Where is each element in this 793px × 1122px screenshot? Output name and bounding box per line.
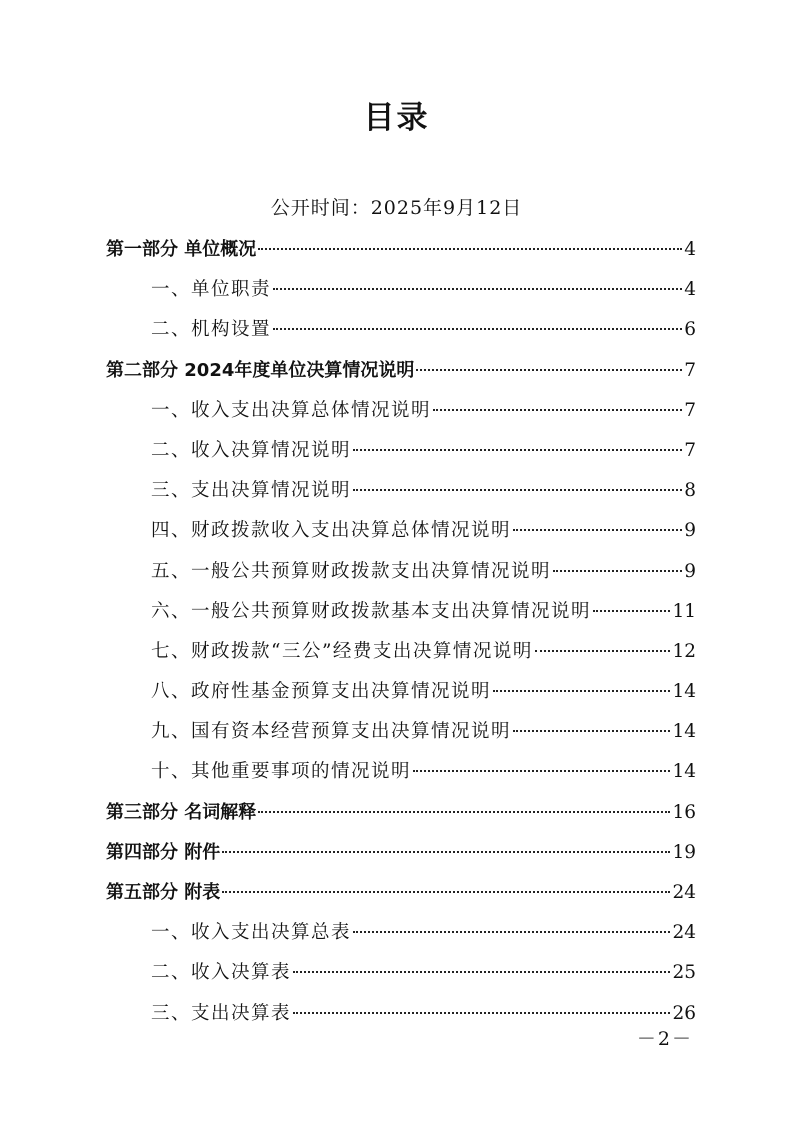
toc-dot-leader xyxy=(433,409,682,411)
toc-page-number: 6 xyxy=(684,319,696,341)
toc-entry-text: 第四部分 附件 xyxy=(106,841,221,863)
toc-page-number: 14 xyxy=(672,761,696,783)
toc-dot-leader xyxy=(513,730,670,732)
toc-page-number: 4 xyxy=(684,279,696,301)
toc-entry[interactable] xyxy=(106,715,696,755)
toc-dot-leader xyxy=(353,931,670,933)
toc-entry[interactable] xyxy=(106,635,696,675)
toc-page-number: 16 xyxy=(672,801,696,823)
toc-entry-part-1[interactable] xyxy=(106,233,696,273)
toc-entry[interactable] xyxy=(106,595,696,635)
toc-dot-leader xyxy=(222,891,670,893)
toc-entry-text: 一、单位职责 xyxy=(151,279,272,301)
toc-entry-part-5[interactable] xyxy=(106,876,696,916)
toc-dot-leader xyxy=(353,449,682,451)
toc-entry[interactable] xyxy=(106,313,696,353)
toc-entry[interactable] xyxy=(106,273,696,313)
toc-entry-part-4[interactable] xyxy=(106,836,696,876)
toc-page-number: 7 xyxy=(684,439,696,461)
toc-page-number: 8 xyxy=(684,480,696,502)
toc-entry-text: 二、机构设置 xyxy=(151,319,272,341)
toc-dot-leader xyxy=(593,610,670,612)
toc-page-number: 24 xyxy=(672,922,696,944)
toc-page-number: 24 xyxy=(672,882,696,903)
toc-entry[interactable] xyxy=(106,755,696,795)
toc-dot-leader xyxy=(273,288,682,290)
toc-entry-text: 六、一般公共预算财政拨款基本支出决算情况说明 xyxy=(151,600,592,622)
toc-entry-text: 五、一般公共预算财政拨款支出决算情况说明 xyxy=(151,560,552,582)
toc-dot-leader xyxy=(413,770,670,772)
page-number: －2－ xyxy=(636,1028,693,1050)
toc-page-number: 7 xyxy=(684,399,696,421)
toc-page-number: 14 xyxy=(672,681,696,703)
toc-page-number: 19 xyxy=(672,841,696,863)
toc-entry-text: 第三部分 名词解释 xyxy=(106,801,257,823)
toc-entry[interactable] xyxy=(106,916,696,956)
toc-page-number: 14 xyxy=(672,721,696,743)
toc-entry-text: 第一部分 单位概况 xyxy=(106,239,257,260)
toc-entry-text: 二、收入决算情况说明 xyxy=(151,439,352,461)
toc-entry-text: 一、收入支出决算总表 xyxy=(151,922,352,944)
toc-entry[interactable] xyxy=(106,514,696,554)
toc-dot-leader xyxy=(293,971,670,973)
toc-page-number: 11 xyxy=(672,600,696,622)
toc-entry-part-3[interactable] xyxy=(106,796,696,836)
toc-entry[interactable] xyxy=(106,997,696,1037)
toc-entry-text: 第五部分 附表 xyxy=(106,882,221,903)
toc-entry-part-2[interactable] xyxy=(106,354,696,394)
toc-entry-text: 二、收入决算表 xyxy=(151,962,292,984)
toc-entry-text: 八、政府性基金预算支出决算情况说明 xyxy=(151,681,492,703)
toc-entry-text: 七、财政拨款“三公”经费支出决算情况说明 xyxy=(151,640,533,662)
toc-page-number: 9 xyxy=(684,520,696,542)
toc-dot-leader xyxy=(535,650,671,652)
toc-entry-text: 第二部分 2024年度单位决算情况说明 xyxy=(106,359,415,381)
toc-dot-leader xyxy=(553,570,682,572)
toc-dot-leader xyxy=(222,851,670,853)
toc-entry-text: 三、支出决算情况说明 xyxy=(151,480,352,502)
toc-dot-leader xyxy=(353,489,682,491)
toc-page-number: 9 xyxy=(684,560,696,582)
toc-entry[interactable] xyxy=(106,394,696,434)
table-of-contents xyxy=(106,233,696,1037)
toc-page-number: 4 xyxy=(684,239,696,260)
toc-entry[interactable] xyxy=(106,474,696,514)
toc-dot-leader xyxy=(273,328,682,330)
toc-dot-leader xyxy=(416,369,682,371)
toc-entry-text: 一、收入支出决算总体情况说明 xyxy=(151,399,432,421)
toc-entry[interactable] xyxy=(106,956,696,996)
page-title: 目录 xyxy=(363,100,430,136)
toc-entry-text: 四、财政拨款收入支出决算总体情况说明 xyxy=(151,520,512,542)
toc-entry-text: 九、国有资本经营预算支出决算情况说明 xyxy=(151,721,512,743)
toc-dot-leader xyxy=(293,1012,670,1014)
toc-dot-leader xyxy=(258,248,682,250)
toc-entry-text: 三、支出决算表 xyxy=(151,1002,292,1024)
toc-page-number: 7 xyxy=(684,359,696,381)
toc-page-number: 12 xyxy=(672,640,696,662)
toc-entry[interactable] xyxy=(106,675,696,715)
publish-date: 公开时间：2025年9月12日 xyxy=(270,197,523,219)
toc-entry-text: 十、其他重要事项的情况说明 xyxy=(151,761,412,783)
toc-page-number: 26 xyxy=(672,1002,696,1024)
toc-dot-leader xyxy=(258,811,670,813)
toc-page-number: 25 xyxy=(672,962,696,984)
toc-dot-leader xyxy=(513,529,682,531)
toc-entry[interactable] xyxy=(106,555,696,595)
toc-entry[interactable] xyxy=(106,434,696,474)
toc-dot-leader xyxy=(493,690,670,692)
